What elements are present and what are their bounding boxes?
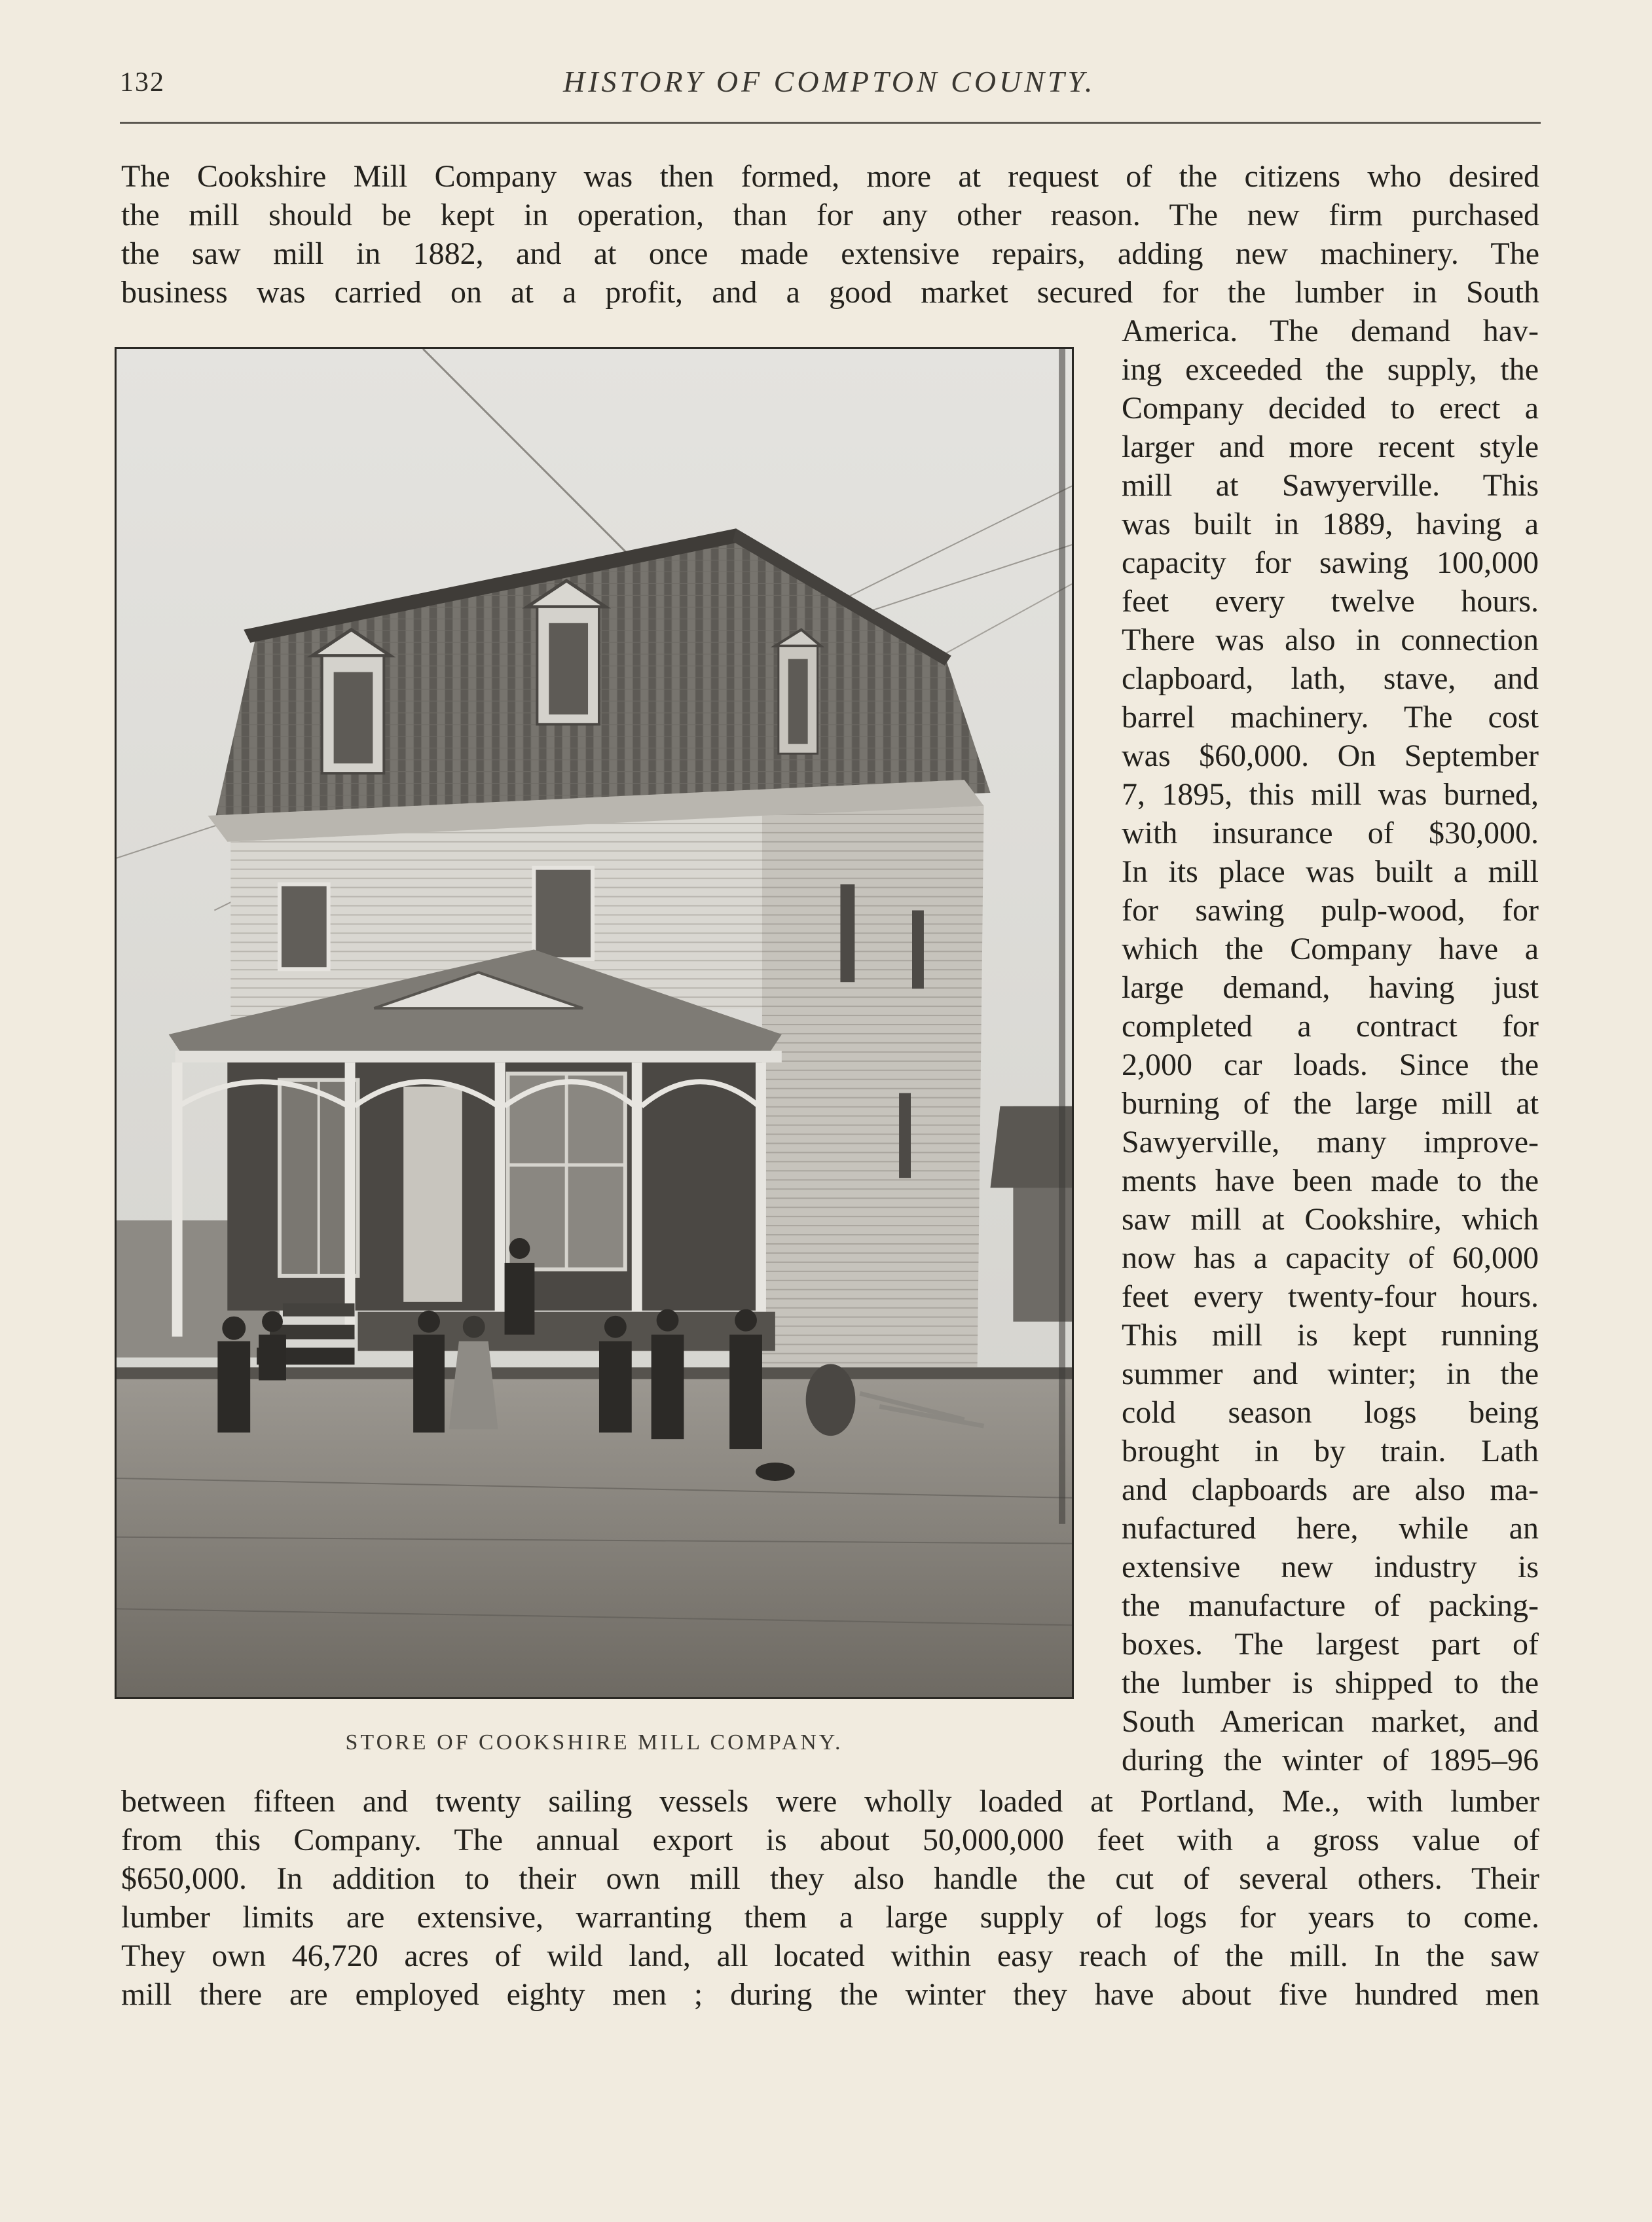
text-line: boxes. The largest part of	[1122, 1627, 1539, 1662]
text-line: burning of the large mill at	[1122, 1086, 1539, 1121]
figure-caption: STORE OF COOKSHIRE MILL COMPANY.	[345, 1730, 843, 1755]
text-line: ments have been made to the	[1122, 1163, 1539, 1198]
text-line: was built in 1889, having a	[1122, 507, 1539, 541]
page-number: 132	[120, 67, 165, 98]
text-line: the mill should be kept in operation, than for any other reason. The new firm purchased	[121, 198, 1539, 232]
text-line: larger and more recent style	[1122, 429, 1539, 464]
text-line: clapboard, lath, stave, and	[1122, 661, 1539, 696]
text-line: was $60,000. On September	[1122, 738, 1539, 773]
text-line: now has a capacity of 60,000	[1122, 1241, 1539, 1275]
dormer	[775, 630, 821, 754]
text-line: feet every twenty-four hours.	[1122, 1279, 1539, 1314]
text-line: There was also in connection	[1122, 623, 1539, 657]
text-line: cold season logs being	[1122, 1395, 1539, 1430]
text-line: mill there are employed eighty men ; during the winter they have about five hundred men	[121, 1977, 1539, 2012]
text-line: for sawing pulp-wood, for	[1122, 893, 1539, 928]
text-line: barrel machinery. The cost	[1122, 700, 1539, 735]
text-line: saw mill at Cookshire, which	[1122, 1202, 1539, 1237]
text-line: Company decided to erect a	[1122, 391, 1539, 426]
text-line: nufactured here, while an	[1122, 1511, 1539, 1546]
text-line: which the Company have a	[1122, 932, 1539, 966]
running-title: HISTORY OF COMPTON COUNTY.	[563, 65, 1096, 98]
text-line: The Cookshire Mill Company was then formed, more at request of the citizens who desired	[121, 159, 1539, 194]
text-line: South American market, and	[1122, 1704, 1539, 1739]
text-line: the manufacture of packing-	[1122, 1588, 1539, 1623]
text-line: 7, 1895, this mill was burned,	[1122, 777, 1539, 812]
header-rule	[120, 122, 1541, 124]
text-line: business was carried on at a profit, and a good market secured for the lumber in South	[121, 275, 1539, 310]
dormer	[527, 581, 606, 724]
text-line: during the winter of 1895–96	[1122, 1743, 1539, 1777]
store-building-illustration	[117, 349, 1072, 1697]
text-line: America. The demand hav-	[1122, 314, 1539, 348]
text-line: In its place was built a mill	[1122, 854, 1539, 889]
text-line: mill at Sawyerville. This	[1122, 468, 1539, 503]
text-line: capacity for sawing 100,000	[1122, 545, 1539, 580]
text-line: extensive new industry is	[1122, 1550, 1539, 1584]
text-line: lumber limits are extensive, warranting them a large supply of logs for years to come.	[121, 1900, 1539, 1935]
text-line: with insurance of $30,000.	[1122, 816, 1539, 850]
text-line: Sawyerville, many improve-	[1122, 1125, 1539, 1159]
text-line: the lumber is shipped to the	[1122, 1666, 1539, 1700]
text-line: the saw mill in 1882, and at once made extensive repairs, adding new machinery. The	[121, 236, 1539, 271]
text-line: brought in by train. Lath	[1122, 1434, 1539, 1468]
text-line: from this Company. The annual export is about 50,000,000 feet with a gross value of	[121, 1823, 1539, 1857]
text-line: This mill is kept running	[1122, 1318, 1539, 1353]
text-line: completed a contract for	[1122, 1009, 1539, 1044]
text-line: and clapboards are also ma-	[1122, 1472, 1539, 1507]
dormer	[312, 630, 391, 773]
text-line: large demand, having just	[1122, 970, 1539, 1005]
text-line: ing exceeded the supply, the	[1122, 352, 1539, 387]
text-line: between fifteen and twenty sailing vessels were wholly loaded at Portland, Me., with lumber	[121, 1784, 1539, 1819]
text-line: feet every twelve hours.	[1122, 584, 1539, 619]
text-line: summer and winter; in the	[1122, 1357, 1539, 1391]
store-photograph	[115, 347, 1074, 1699]
text-line: They own 46,720 acres of wild land, all located within easy reach of the mill. In the saw	[121, 1939, 1539, 1973]
text-line: 2,000 car loads. Since the	[1122, 1047, 1539, 1082]
text-line: $650,000. In addition to their own mill they also handle the cut of several others. Their	[121, 1861, 1539, 1896]
